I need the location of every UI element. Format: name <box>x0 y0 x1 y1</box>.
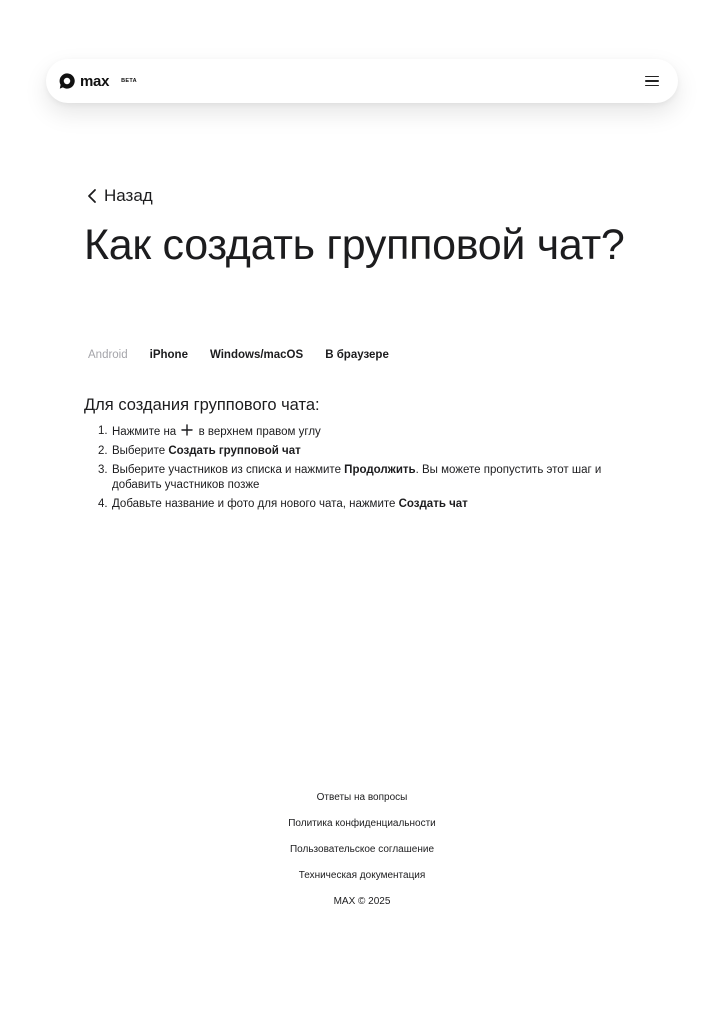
footer-link-privacy[interactable]: Политика конфиденциальности <box>288 818 436 829</box>
tab-android[interactable]: Android <box>88 349 128 361</box>
max-logo-icon <box>58 72 76 90</box>
footer-link-docs[interactable]: Техническая документация <box>298 870 426 881</box>
list-item: 4. Добавьте название и фото для нового чата, нажмите Создать чат <box>98 498 468 510</box>
list-item: 3. Выберите участников из списка и нажмите Продолжить. Вы можете пропустить этот шаг и добавить участников позже <box>98 464 602 491</box>
tab-windows-macos[interactable]: Windows/macOS <box>209 349 304 361</box>
tab-iphone[interactable]: iPhone <box>149 349 188 361</box>
plus-icon <box>181 424 193 436</box>
footer-link-faq[interactable]: Ответы на вопросы <box>316 792 408 803</box>
footer <box>0 790 724 910</box>
tab-browser[interactable]: В браузере <box>325 349 389 361</box>
footer-link-terms[interactable]: Пользовательское соглашение <box>289 844 435 855</box>
page-title: Как создать групповой чат? <box>84 221 625 269</box>
list-item: 1. Нажмите на в верхнем правом углу <box>98 425 321 438</box>
list-item: 2. Выберите Создать групповой чат <box>98 445 301 457</box>
hamburger-menu-icon[interactable] <box>642 71 662 91</box>
platform-tabs <box>88 349 411 361</box>
instructions-list <box>98 424 638 516</box>
copyright: MAX © 2025 <box>333 896 391 907</box>
logo-text: max <box>80 72 110 90</box>
top-header <box>46 59 678 103</box>
max-logo[interactable] <box>58 72 137 90</box>
back-label: Назад <box>104 186 153 205</box>
beta-badge: BETA <box>121 78 137 84</box>
back-link[interactable] <box>86 186 153 206</box>
instructions-title: Для создания группового чата: <box>84 396 320 414</box>
chevron-left-icon <box>86 188 100 204</box>
